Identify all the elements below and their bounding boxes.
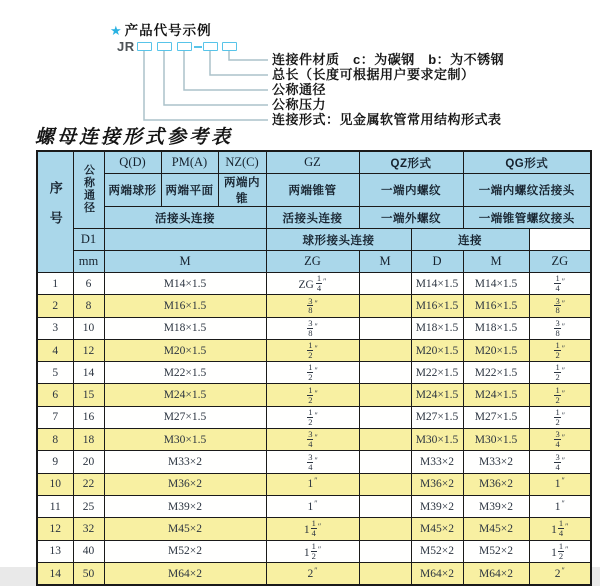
table-row [37,451,591,473]
header-q: Q(D) [104,151,161,174]
cell-qg-zg: $\frac{1}{2}$ ″ [529,384,591,406]
cell-qg-zg: 1″ [529,495,591,517]
cell-qz-d: M30×1.5 [411,429,463,451]
cell-m: M39×2 [104,495,266,517]
header-qg-desc2: 一端锥管螺纹接头 [463,207,591,229]
cell-m: M52×2 [104,540,266,562]
cell-qg-zg: $\frac{3}{4}$ ″ [529,429,591,451]
cell-gz: ZG $\frac{1}{4}$ ″ [266,273,359,295]
header-gz-conn: 活接头连接 [266,207,359,229]
cell-dn: 32 [73,518,104,540]
cell-qg-zg: $\frac{1}{2}$ ″ [529,362,591,384]
cell-qg-zg: $\frac{3}{8}$ ″ [529,295,591,317]
cell-qz-d: M33×2 [411,451,463,473]
cell-qz-m [359,495,411,517]
code-box-3 [177,42,192,51]
cell-qg-zg: $\frac{1}{2}$ ″ [529,406,591,428]
product-code-heading-text: 产品代号示例 [124,23,212,38]
table-row [37,317,591,339]
cell-qz-m [359,518,411,540]
cell-gz: 1 $\frac{1}{4}$ ″ [266,518,359,540]
cell-dn: 22 [73,473,104,495]
table-row [37,562,591,585]
cell-qg-zg: 1 $\frac{1}{4}$ ″ [529,518,591,540]
cell-qz-d: M39×2 [411,495,463,517]
header-qz-conn: 球形接头连接 [266,229,411,251]
cell-qg-m: M14×1.5 [463,273,529,295]
cell-seq: 4 [37,339,73,361]
cell-gz: $\frac{1}{2}$ ″ [266,384,359,406]
product-code-heading [110,19,212,39]
header-qz-d: D [411,251,463,273]
label-connection-form: 连接形式：见金属软管常用结构形式表 [272,112,502,127]
cell-qz-m [359,273,411,295]
header-pm: PM(A) [161,151,218,174]
cell-qg-m: M30×1.5 [463,429,529,451]
cell-qg-m: M20×1.5 [463,339,529,361]
cell-qz-m [359,339,411,361]
cell-dn: 40 [73,540,104,562]
cell-dn: 10 [73,317,104,339]
cell-gz: $\frac{3}{4}$ ″ [266,429,359,451]
cell-qz-m [359,429,411,451]
cell-seq: 9 [37,451,73,473]
cell-qz-m [359,451,411,473]
cell-qg-zg: 2″ [529,562,591,585]
cell-seq: 14 [37,562,73,585]
cell-qg-m: M45×2 [463,518,529,540]
header-qz-desc2: 一端外螺纹 [359,207,463,229]
cell-dn: 16 [73,406,104,428]
cell-qg-m: M64×2 [463,562,529,585]
cell-m: M27×1.5 [104,406,266,428]
header-qg-m: M [463,251,529,273]
cell-dn: 18 [73,429,104,451]
cell-qz-m [359,295,411,317]
cell-qg-m: M52×2 [463,540,529,562]
cell-dn: 14 [73,362,104,384]
cell-seq: 5 [37,362,73,384]
cell-qz-m [359,562,411,585]
cell-qz-m [359,473,411,495]
code-prefix: JR [117,39,135,54]
cell-gz: $\frac{3}{4}$ ″ [266,451,359,473]
cell-dn: 15 [73,384,104,406]
table-row [37,429,591,451]
table-row [37,495,591,517]
cell-m: M22×1.5 [104,362,266,384]
cell-dn: 12 [73,339,104,361]
cell-seq: 1 [37,273,73,295]
table-row [37,295,591,317]
header-q-desc: 两端球形 [104,174,161,207]
table-row [37,406,591,428]
table-row [37,473,591,495]
cell-qz-d: M14×1.5 [411,273,463,295]
cell-qz-m [359,540,411,562]
header-qg: QG形式 [463,151,591,174]
header-m-conn: 活接头连接 [104,207,266,229]
cell-gz: 1″ [266,473,359,495]
cell-qz-d: M18×1.5 [411,317,463,339]
header-qz: QZ形式 [359,151,463,174]
cell-gz: $\frac{1}{2}$ ″ [266,339,359,361]
table-title: 螺母连接形式参考表 [35,126,234,148]
cell-qg-zg: $\frac{1}{4}$ ″ [529,273,591,295]
cell-qz-m [359,362,411,384]
cell-qz-d: M16×1.5 [411,295,463,317]
cell-qz-m [359,406,411,428]
cell-dn: 6 [73,273,104,295]
table-row [37,518,591,540]
cell-gz: 2″ [266,562,359,585]
cell-m: M45×2 [104,518,266,540]
cell-m: M14×1.5 [104,273,266,295]
header-seq: 序号 [37,151,73,273]
cell-seq: 8 [37,429,73,451]
table-row [37,384,591,406]
cell-qg-zg: $\frac{1}{2}$ ″ [529,339,591,361]
header-qz-desc1: 一端内螺纹 [359,174,463,207]
cell-seq: 10 [37,473,73,495]
cell-qz-m [359,384,411,406]
header-blank-1 [104,229,266,251]
cell-qg-zg: $\frac{3}{8}$ ″ [529,317,591,339]
cell-seq: 3 [37,317,73,339]
table-body [37,273,591,586]
header-nz-desc: 两端内锥 [218,174,266,207]
cell-m: M16×1.5 [104,295,266,317]
header-qg-zg: ZG [529,251,591,273]
header-gz-desc: 两端锥管 [266,174,359,207]
cell-qz-d: M36×2 [411,473,463,495]
label-material: 连接件材质 c：为碳钢 b：为不锈钢 [272,52,505,67]
cell-qg-m: M24×1.5 [463,384,529,406]
cell-qz-m [359,317,411,339]
header-gz-sym: ZG [266,251,359,273]
header-m-sym: M [104,251,266,273]
cell-m: M20×1.5 [104,339,266,361]
header-qz-m: M [359,251,411,273]
label-nominal-diameter: 公称通径 [272,82,327,97]
cell-gz: $\frac{3}{8}$ ″ [266,295,359,317]
header-qg-desc1: 一端内螺纹活接头 [463,174,591,207]
reference-table [36,150,592,586]
cell-m: M18×1.5 [104,317,266,339]
cell-qz-d: M27×1.5 [411,406,463,428]
cell-qz-d: M52×2 [411,540,463,562]
table-row [37,339,591,361]
table-row [37,273,591,295]
code-dash [194,46,202,48]
cell-seq: 2 [37,295,73,317]
header-unit: mm [73,251,104,273]
cell-qg-zg: 1 $\frac{1}{2}$ ″ [529,540,591,562]
cell-qg-m: M27×1.5 [463,406,529,428]
cell-qz-d: M22×1.5 [411,362,463,384]
table-row [37,362,591,384]
header-pm-desc: 两端平面 [161,174,218,207]
cell-qg-m: M39×2 [463,495,529,517]
cell-gz: $\frac{1}{2}$ ″ [266,406,359,428]
cell-gz: $\frac{3}{8}$ ″ [266,317,359,339]
header-qg-conn: 连接 [411,229,529,251]
header-d1: D1 [73,229,104,251]
cell-qg-zg: $\frac{3}{4}$ ″ [529,451,591,473]
cell-m: M64×2 [104,562,266,585]
table-row [37,540,591,562]
cell-gz: 1 $\frac{1}{2}$ ″ [266,540,359,562]
cell-qg-m: M33×2 [463,451,529,473]
cell-m: M33×2 [104,451,266,473]
code-box-4 [203,42,218,51]
cell-gz: 1″ [266,495,359,517]
cell-seq: 11 [37,495,73,517]
label-total-length: 总长（长度可根据用户要求定制） [272,67,475,82]
cell-gz: $\frac{1}{2}$ ″ [266,362,359,384]
table-header [37,151,591,273]
header-gz: GZ [266,151,359,174]
cell-m: M24×1.5 [104,384,266,406]
label-nominal-pressure: 公称压力 [272,97,327,112]
cell-dn: 20 [73,451,104,473]
cell-seq: 6 [37,384,73,406]
star-icon: ★ [110,23,123,38]
cell-qg-zg: 1″ [529,473,591,495]
cell-qz-d: M20×1.5 [411,339,463,361]
code-box-2 [157,42,172,51]
cell-dn: 8 [73,295,104,317]
cell-qz-d: M45×2 [411,518,463,540]
cell-seq: 7 [37,406,73,428]
code-box-1 [137,42,152,51]
cell-dn: 50 [73,562,104,585]
header-dn: 公称通径 [73,151,104,229]
cell-seq: 13 [37,540,73,562]
cell-qg-m: M16×1.5 [463,295,529,317]
cell-qg-m: M18×1.5 [463,317,529,339]
cell-qg-m: M36×2 [463,473,529,495]
cell-dn: 25 [73,495,104,517]
code-box-5 [222,42,237,51]
header-nz: NZ(C) [218,151,266,174]
cell-qg-m: M22×1.5 [463,362,529,384]
cell-m: M36×2 [104,473,266,495]
cell-qz-d: M64×2 [411,562,463,585]
cell-m: M30×1.5 [104,429,266,451]
cell-seq: 12 [37,518,73,540]
cell-qz-d: M24×1.5 [411,384,463,406]
